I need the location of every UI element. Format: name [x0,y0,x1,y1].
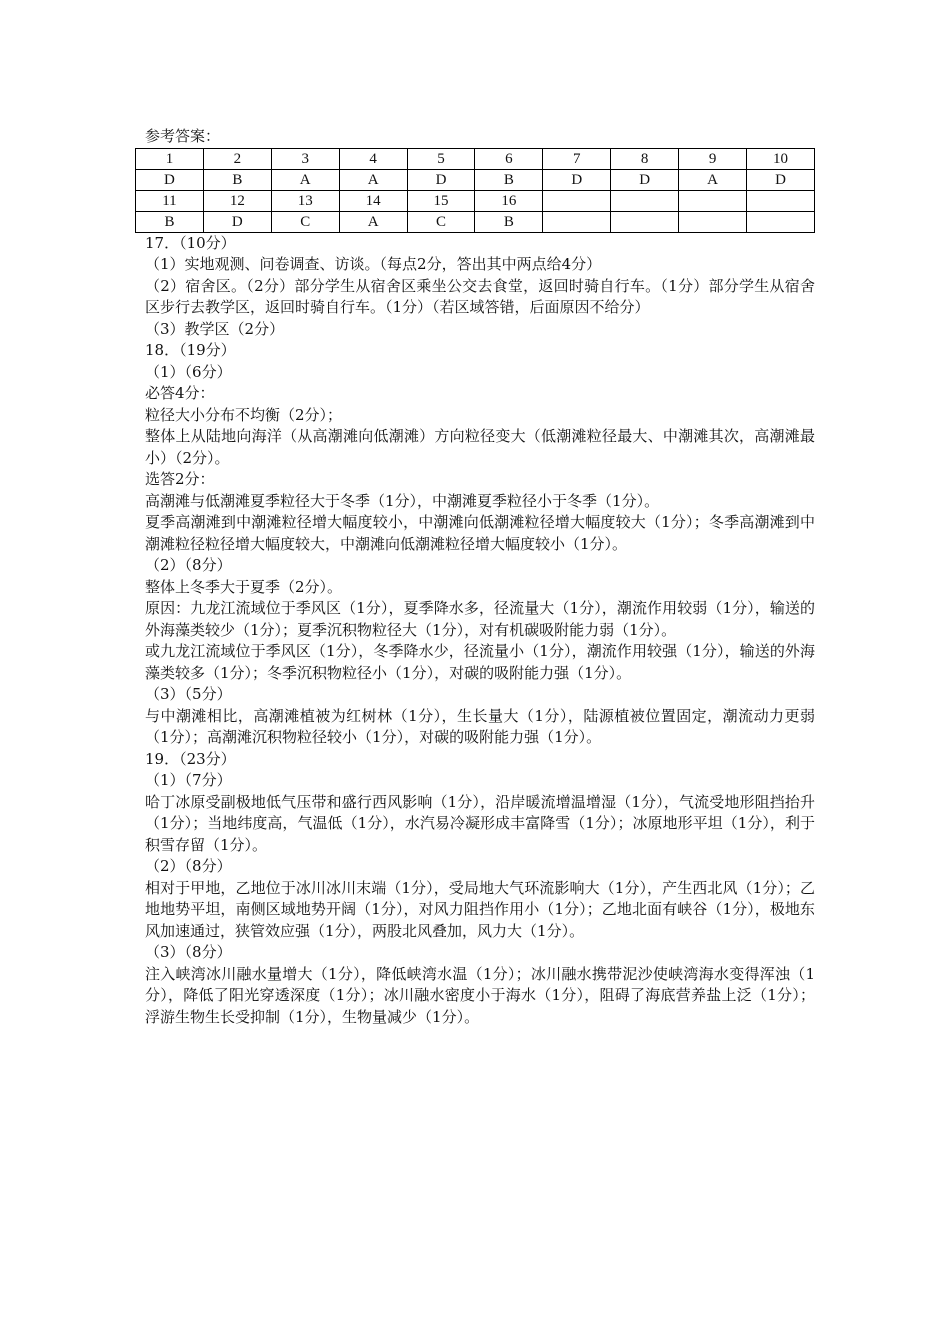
answer-line: 19．（23分） [145,749,236,768]
answer-line: 17．（10分） [145,233,236,252]
question-number-cell [543,190,611,211]
answer-line: （2）宿舍区。（2分）部分学生从宿舍区乘坐公交去食堂，返回时骑自行车。（1分）部分学生从宿舍区步行去教学区，返回时骑自行车。（1分）（若区域答错，后面原因不给分） [145,276,815,316]
page-title: 参考答案： [145,127,221,145]
answer-line: 粒径大小分布不均衡（2分）； [145,405,343,424]
answer-row [136,211,815,232]
answer-cell: B [203,169,271,190]
answer-line: 或九龙江流域位于季风区（1分），冬季降水少，径流量小（1分），潮流作用较强（1分），输送的外海藻类较多（1分）；冬季沉积物粒径小（1分），对碳的吸附能力强（1分）。 [145,642,815,682]
answer-line: （1）（7分） [145,771,232,789]
question-number-row [136,190,815,211]
answer-cell: A [339,211,407,232]
answer-line: （3）（5分） [145,685,232,703]
question-number-cell: 11 [136,190,204,211]
answer-cell: B [475,169,543,190]
question-number-cell: 3 [271,148,339,169]
answer-cell: D [203,211,271,232]
question-number-cell: 10 [747,148,815,169]
answer-line: （3）（8分） [145,943,232,961]
question-number-cell [747,190,815,211]
answer-cell: A [679,169,747,190]
answer-cell: C [271,211,339,232]
answer-line: 18．（19分） [145,341,236,359]
answer-cell: A [271,169,339,190]
answer-table [135,148,815,233]
question-number-cell: 5 [407,148,475,169]
answer-line: 相对于甲地，乙地位于冰川冰川末端（1分），受局地大气环流影响大（1分），产生西北风（1分）；乙地地势平坦，南侧区域地势开阔（1分），对风力阻挡作用小（1分）；乙地北面有峡谷（1分），极地东风加速通过，狭管效应强（1分），两股北风叠加，风力大（1分）。 [145,878,815,940]
answer-cell [543,211,611,232]
question-number-cell: 13 [271,190,339,211]
answer-line: （3）教学区（2分） [145,319,285,338]
answer-cell: B [136,211,204,232]
answer-cell: D [747,169,815,190]
question-number-cell [679,190,747,211]
answer-row [136,169,815,190]
answer-line: 夏季高潮滩到中潮滩粒径增大幅度较小，中潮滩向低潮滩粒径增大幅度较大（1分）；冬季高潮滩到中潮滩粒径粒径增大幅度较大，中潮滩向低潮滩粒径增大幅度较小（1分）。 [145,513,815,553]
answer-line: （1）实地观测、问卷调查、访谈。（每点2分，答出其中两点给4分） [145,255,602,273]
answer-line: （1）（6分） [145,362,232,381]
answer-line: 整体上冬季大于夏季（2分）。 [145,577,343,596]
question-number-cell [611,190,679,211]
question-number-cell: 9 [679,148,747,169]
answer-cell: D [407,169,475,190]
answer-line: 原因：九龙江流域位于季风区（1分），夏季降水多，径流量大（1分），潮流作用较弱（1分），输送的外海藻类较少（1分）；夏季沉积物粒径大（1分），对有机碳吸附能力弱（1分）。 [145,599,815,639]
question-number-cell: 6 [475,148,543,169]
question-number-cell: 14 [339,190,407,211]
answer-line: 整体上从陆地向海洋（从高潮滩向低潮滩）方向粒径变大（低潮滩粒径最大、中潮滩其次，高潮滩最小）（2分）。 [145,427,815,467]
answer-line: 高潮滩与低潮滩夏季粒径大于冬季（1分），中潮滩夏季粒径小于冬季（1分）。 [145,491,660,510]
answer-line: （2）（8分） [145,857,232,875]
answer-line: 选答2分： [145,470,215,488]
answer-line: 必答4分： [145,384,215,402]
answer-cell [679,211,747,232]
question-number-cell: 15 [407,190,475,211]
answer-document [145,126,815,1028]
question-number-cell: 12 [203,190,271,211]
answer-line: 注入峡湾冰川融水量增大（1分），降低峡湾水温（1分）；冰川融水携带泥沙使峡湾海水变得浑浊（1分），降低了阳光穿透深度（1分）；冰川融水密度小于海水（1分），阻碍了海底营养盐上泛（1分）；浮游生物生长受抑制（1分），生物量减少（1分）。 [145,964,815,1026]
answer-cell: B [475,211,543,232]
question-number-cell: 2 [203,148,271,169]
answer-cell: D [136,169,204,190]
answer-cell [611,211,679,232]
question-number-cell: 4 [339,148,407,169]
answer-cell [747,211,815,232]
question-number-cell: 8 [611,148,679,169]
answer-cell: D [543,169,611,190]
question-number-row [136,148,815,169]
question-number-cell: 1 [136,148,204,169]
question-number-cell: 7 [543,148,611,169]
answer-line: 与中潮滩相比，高潮滩植被为红树林（1分），生长量大（1分），陆源植被位置固定，潮流动力更弱（1分）；高潮滩沉积物粒径较小（1分），对碳的吸附能力强（1分）。 [145,706,815,746]
answer-line: （2）（8分） [145,556,232,574]
answer-explanations [145,233,815,1029]
answer-cell: C [407,211,475,232]
answer-line: 哈丁冰原受副极地低气压带和盛行西风影响（1分），沿岸暖流增温增湿（1分），气流受地形阻挡抬升（1分）；当地纬度高，气温低（1分），水汽易冷凝形成丰富降雪（1分）；冰原地形平坦（1分），利于积雪存留（1分）。 [145,792,815,854]
answer-cell: D [611,169,679,190]
answer-cell: A [339,169,407,190]
question-number-cell: 16 [475,190,543,211]
